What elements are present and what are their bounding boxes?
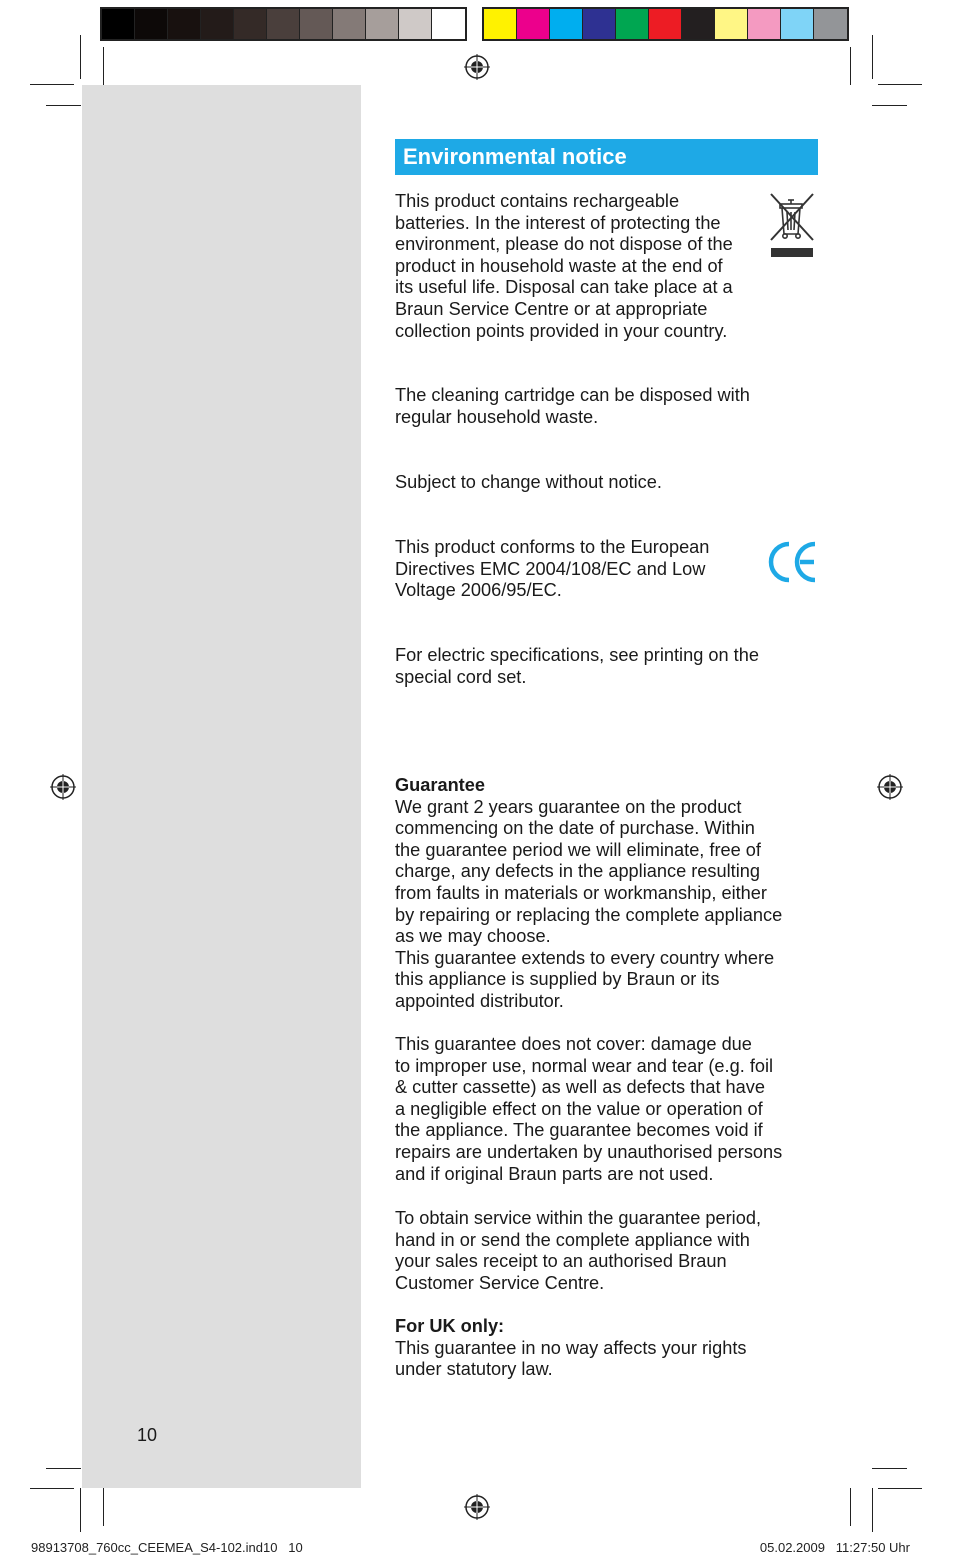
ce-mark-icon [768, 540, 818, 584]
cartridge-paragraph: The cleaning cartridge can be disposed with regular household waste. [395, 385, 750, 427]
service-paragraph: To obtain service within the guarantee period, hand in or send the complete appliance with your sales receipt to an authorised Braun Customer Service Centre. [395, 1208, 761, 1293]
gray-swatch [399, 9, 432, 39]
process-swatch [649, 9, 682, 39]
electric-specs-paragraph: For electric specifications, see printing on the special cord set. [395, 645, 759, 687]
footer-filename: 98913708_760cc_CEEMEA_S4-102.ind10 10 [31, 1540, 303, 1555]
gray-swatch [300, 9, 333, 39]
gray-swatch [135, 9, 168, 39]
process-swatch [484, 9, 517, 39]
gray-swatch [168, 9, 201, 39]
registration-mark-icon [50, 774, 76, 800]
process-swatch [715, 9, 748, 39]
guarantee-body: We grant 2 years guarantee on the product commencing on the date of purchase. Within the guarantee period we will eliminate, free of charge, any defects in the appliance resulting from faults in materials or workmanship, either by repairing or replacing the complete appliance as we may choose. This guarantee extends to every country where this appliance is supplied by Braun or its appointed distributor. [395, 796, 783, 1011]
uk-only-body: This guarantee in no way affects your rights under statutory law. [395, 1337, 747, 1380]
gray-swatch [102, 9, 135, 39]
change-notice-paragraph: Subject to change without notice. [395, 472, 662, 492]
footer-timestamp: 05.02.2009 11:27:50 Uhr [759, 1540, 910, 1555]
batteries-paragraph: This product contains rechargeable batteries. In the interest of protecting the environment, please do not dispose of the product in household waste at the end of its useful life. Disposal can take place at a Braun Service Centre or at appropriate collection points provided in your country. [395, 191, 733, 341]
section-heading: Environmental notice [395, 139, 818, 175]
conformity-paragraph: This product conforms to the European Directives EMC 2004/108/EC and Low Voltage 2006/95/EC. [395, 537, 710, 601]
process-swatch [517, 9, 550, 39]
process-swatch [748, 9, 781, 39]
gray-swatch [267, 9, 300, 39]
uk-only-title: For UK only: [395, 1316, 505, 1336]
process-swatch [583, 9, 616, 39]
guarantee-paragraph [395, 775, 815, 1013]
gray-swatch [432, 9, 465, 39]
not-covered-paragraph: This guarantee does not cover: damage due to improper use, normal wear and tear (e.g. foil & cutter cassette) as well as defects that have a negligible effect on the value or operation of the appliance. The guarantee becomes void if repairs are undertaken by unauthorised persons and if original Braun parts are not used. [395, 1034, 783, 1184]
page-number: 10 [137, 1425, 158, 1445]
gray-swatch [366, 9, 399, 39]
grayscale-color-bar [100, 7, 467, 41]
process-swatch [550, 9, 583, 39]
left-margin-panel [82, 85, 361, 1488]
registration-mark-icon [464, 54, 490, 80]
process-swatch [781, 9, 814, 39]
process-color-bar [482, 7, 849, 41]
gray-swatch [234, 9, 267, 39]
guarantee-title: Guarantee [395, 775, 485, 795]
process-swatch [616, 9, 649, 39]
process-swatch [682, 9, 715, 39]
gray-swatch [201, 9, 234, 39]
registration-mark-icon [877, 774, 903, 800]
crossed-out-wheelie-bin-icon [767, 190, 817, 260]
uk-only-paragraph [395, 1316, 815, 1381]
process-swatch [814, 9, 847, 39]
gray-swatch [333, 9, 366, 39]
registration-mark-icon [464, 1494, 490, 1520]
